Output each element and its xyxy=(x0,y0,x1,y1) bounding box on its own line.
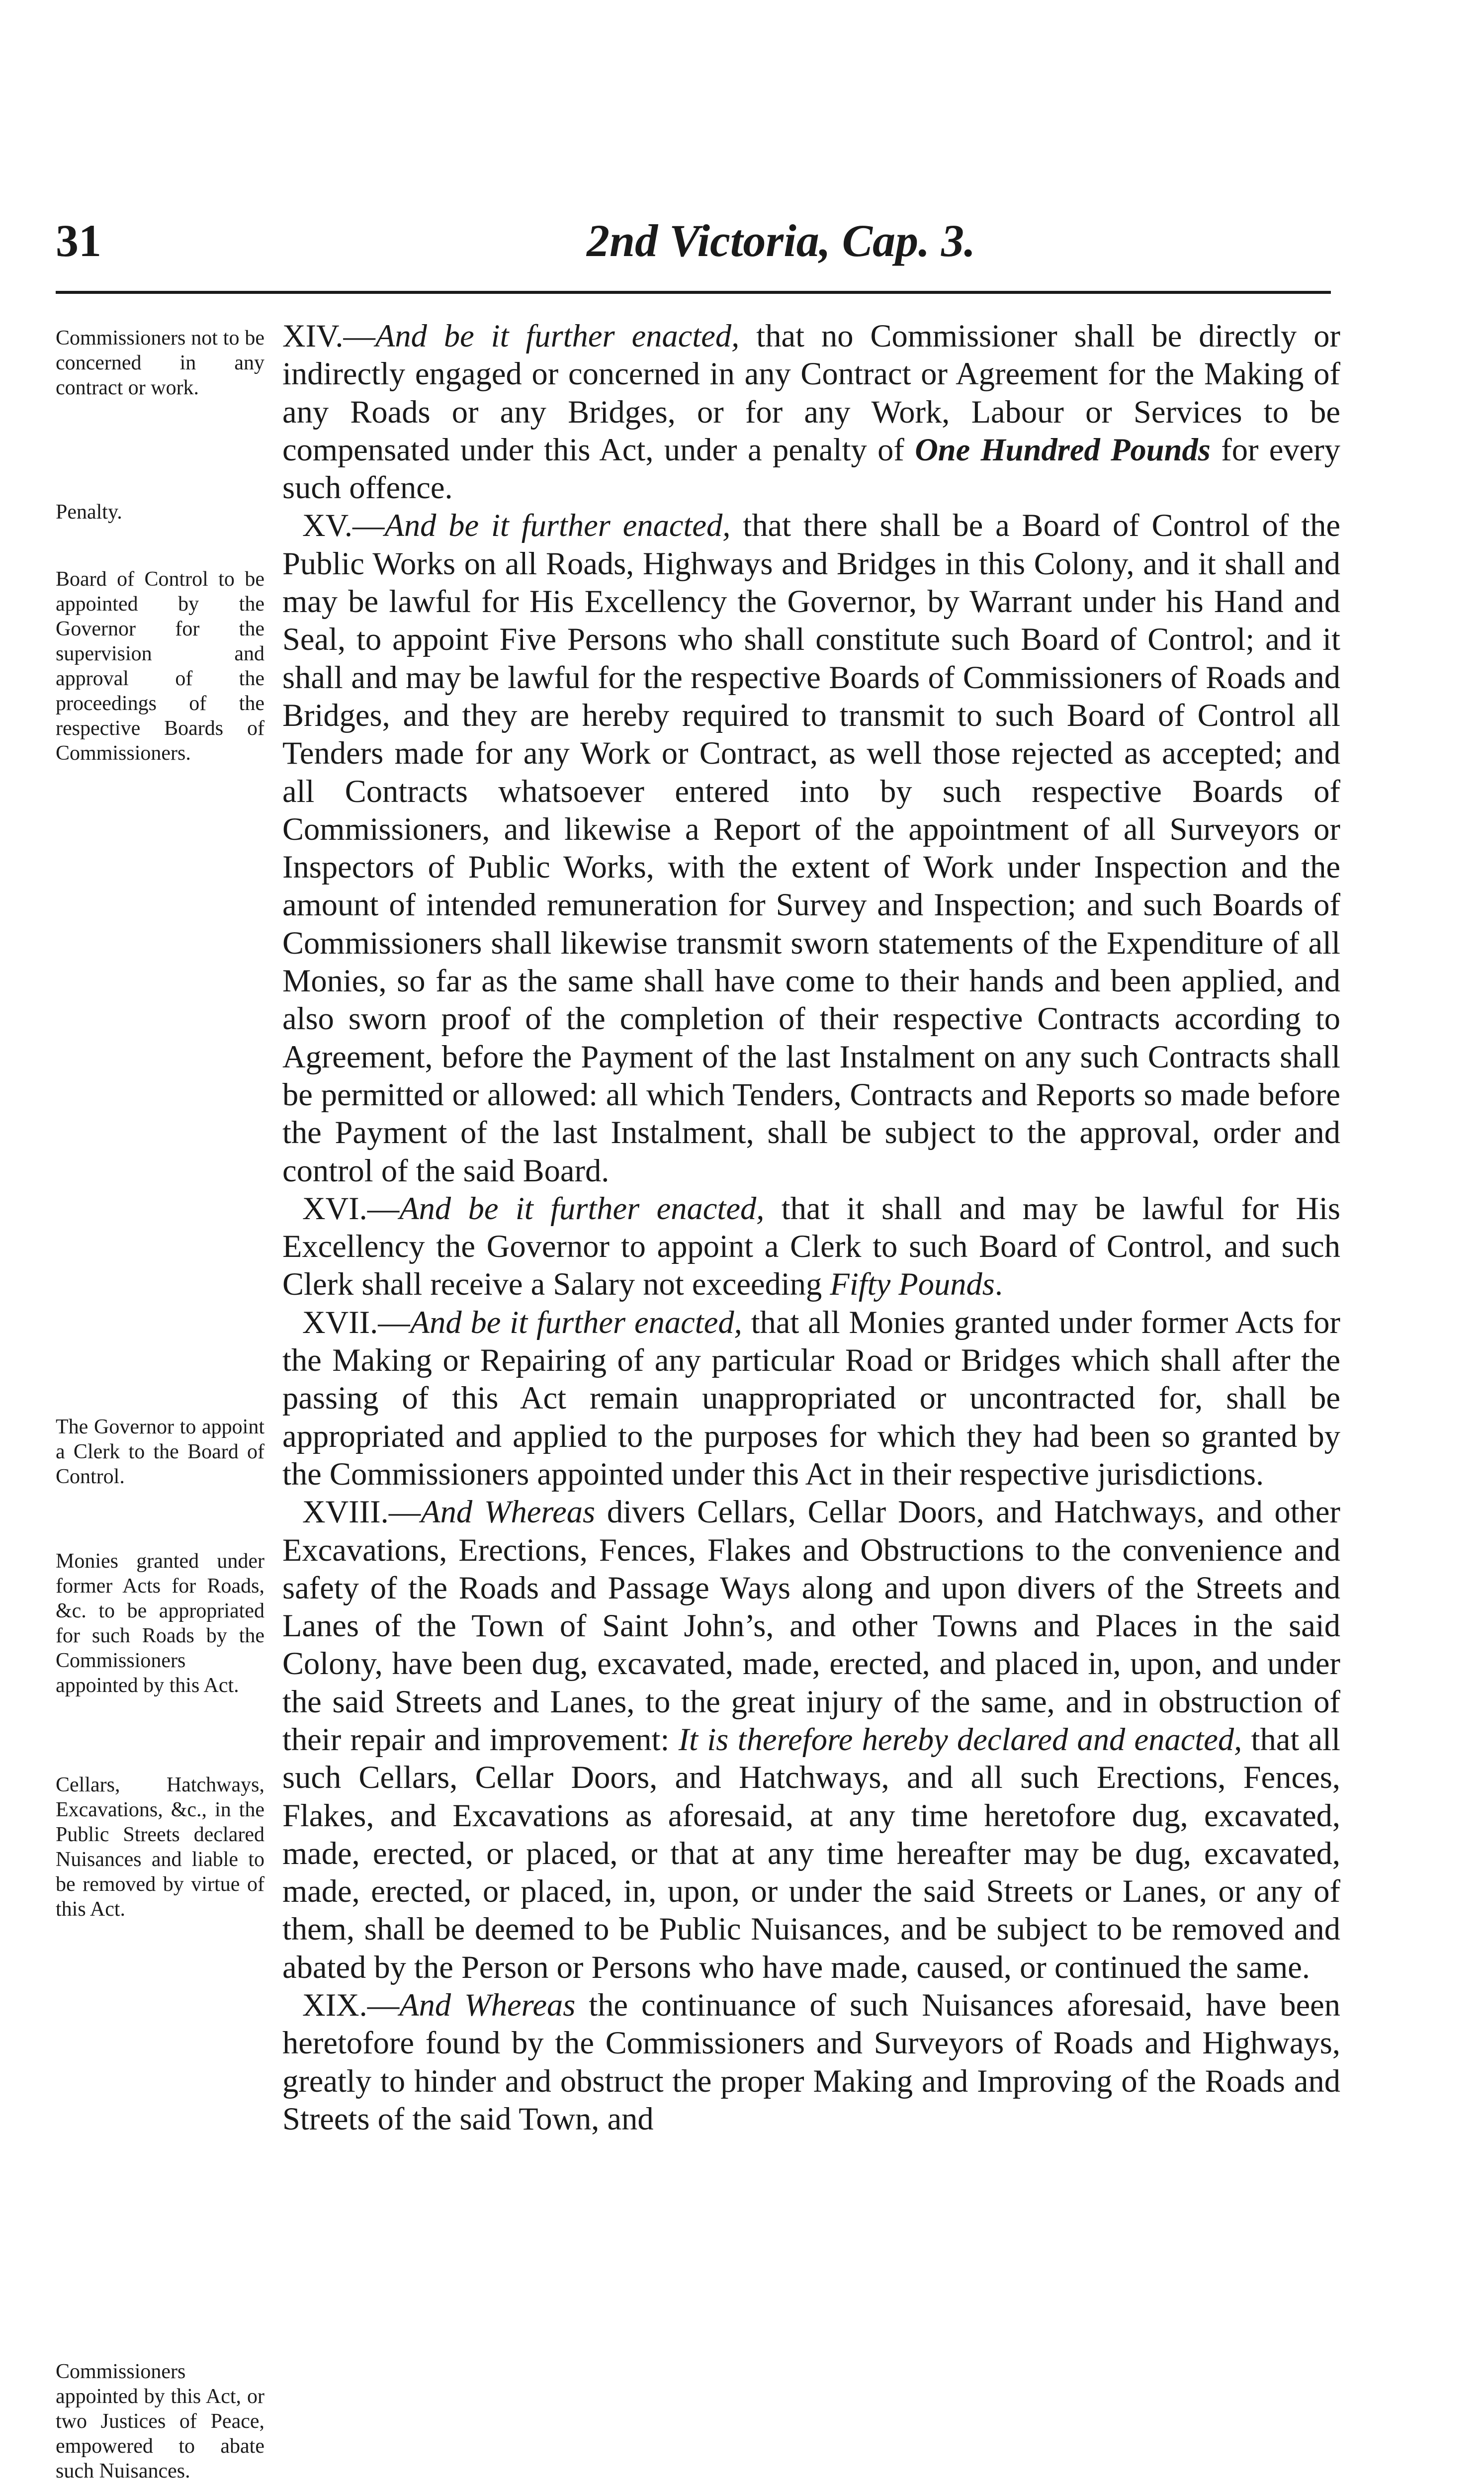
running-head: 2nd Victoria, Cap. 3. xyxy=(587,215,976,266)
page-number: 31 xyxy=(56,215,101,266)
section-xviii: XVIII.—And Whereas divers Cellars, Cellar Doors, and Hatchways, and other Excavations, Erections, Fences, Flakes and Obstructions to the convenience and safety of the Roads and Passage Ways along and upon divers of the Streets and Lanes of the Town of Saint John’s, and other Towns and Places in the said Colony, have been dug, excavated, made, erected, and placed in, upon, and under the said Streets and Lanes, to the great injury of the same, and in obstruction of their repair and improvement: It is therefore hereby declared and enacted, that all such Cellars, Cellar Doors, and Hatchways, and all such Erections, Fences, Flakes, and Excavations as aforesaid, at any time heretofore dug, excavated, made, erected, or placed, or that at any time hereafter may be dug, excavated, made, erected, or placed, in, upon, or under the said Streets or Lanes, or any of them, shall be deemed to be Public Nuisances, and be subject to be removed and abated by the Person or Persons who have made, caused, or continued the same. xyxy=(282,1494,1341,1985)
sidenote-clerk: The Governor to appoint a Clerk to the Board of Control. xyxy=(56,1416,264,1488)
section-xvii: XVII.—And be it further enacted, that all Monies granted under former Acts for the Making or Repairing of any particular Road or Bridges which shall after the passing of this Act remain unappropriated or uncontracted for, shall be appropriated and applied to the purposes for which they had been so granted by the Commissioners appointed under this Act in their respective jurisdictions. xyxy=(282,1304,1340,1492)
sidenote-commissioners-not-concerned: Commissioners not to be concerned in any contract or work. xyxy=(56,327,264,399)
sidenote-board-of-control: Board of Control to be appointed by the Governor for the supervision and approval of the proceedings of the respective Boards of Commissioners. xyxy=(56,568,264,765)
main-text xyxy=(282,317,1340,2138)
sidenote-monies-granted: Monies granted under former Acts for Roads, &c. to be appropriated for such Roads by the Commissioners appointed by this Act. xyxy=(56,1550,264,1697)
header-rule xyxy=(56,291,1331,294)
sidenote-penalty: Penalty. xyxy=(56,501,122,524)
section-xvi: XVI.—And be it further enacted, that it shall and may be lawful for His Excellency the Governor to appoint a Clerk to such Board of Control, and such Clerk shall receive a Salary not exceeding Fifty Pounds. xyxy=(282,1190,1340,1302)
section-xix: XIX.—And Whereas the continuance of such Nuisances aforesaid, have been heretofore found by the Commissioners and Surveyors of Roads and Highways, greatly to hinder and obstruct the proper Making and Improving of the Roads and Streets of the said Town, and xyxy=(282,1987,1340,2136)
sidenote-cellars-nuisances: Cellars, Hatchways, Excavations, &c., in the Public Streets declared Nuisances and liable to be removed by virtue of this Act. xyxy=(56,1774,264,1921)
sidenote-abate-nuisances: Commissioners appointed by this Act, or two Justices of Peace, empowered to abate such Nuisances. xyxy=(56,2360,264,2483)
section-xv: XV.—And be it further enacted, that there shall be a Board of Control of the Public Works on all Roads, Highways and Bridges in this Colony, and it shall and may be lawful for His Excellency the Governor, by Warrant under his Hand and Seal, to appoint Five Persons who shall constitute such Board of Control; and it shall and may be lawful for the respective Boards of Commissioners of Roads and Bridges, and they are hereby required to transmit to such Board of Control all Tenders made for any Work or Contract, as well those rejected as accepted; and all Contracts whatsoever entered into by such respective Boards of Commissioners, and likewise a Report of the appointment of all Surveyors or Inspectors of Public Works, with the extent of Work under Inspection and the amount of intended remuneration for Survey and Inspection; and such Boards of Commissioners shall likewise transmit sworn statements of the Expenditure of all Monies, so far as the same shall have come to their hands and been applied, and also sworn proof of the completion of their respective Contracts according to Agreement, before the Payment of the last Instalment on any such Contracts shall be permitted or allowed: all which Tenders, Contracts and Reports so made before the Payment of the last Instalment, shall be subject to the approval, order and control of the said Board. xyxy=(282,508,1340,1188)
section-xiv: XIV.—And be it further enacted, that no Commissioner shall be directly or indirectly engaged or concerned in any Contract or Agreement for the Making of any Roads or any Bridges, or for any Work, Labour or Services to be compensated under this Act, under a penalty of One Hundred Pounds for every such offence. xyxy=(282,318,1341,506)
